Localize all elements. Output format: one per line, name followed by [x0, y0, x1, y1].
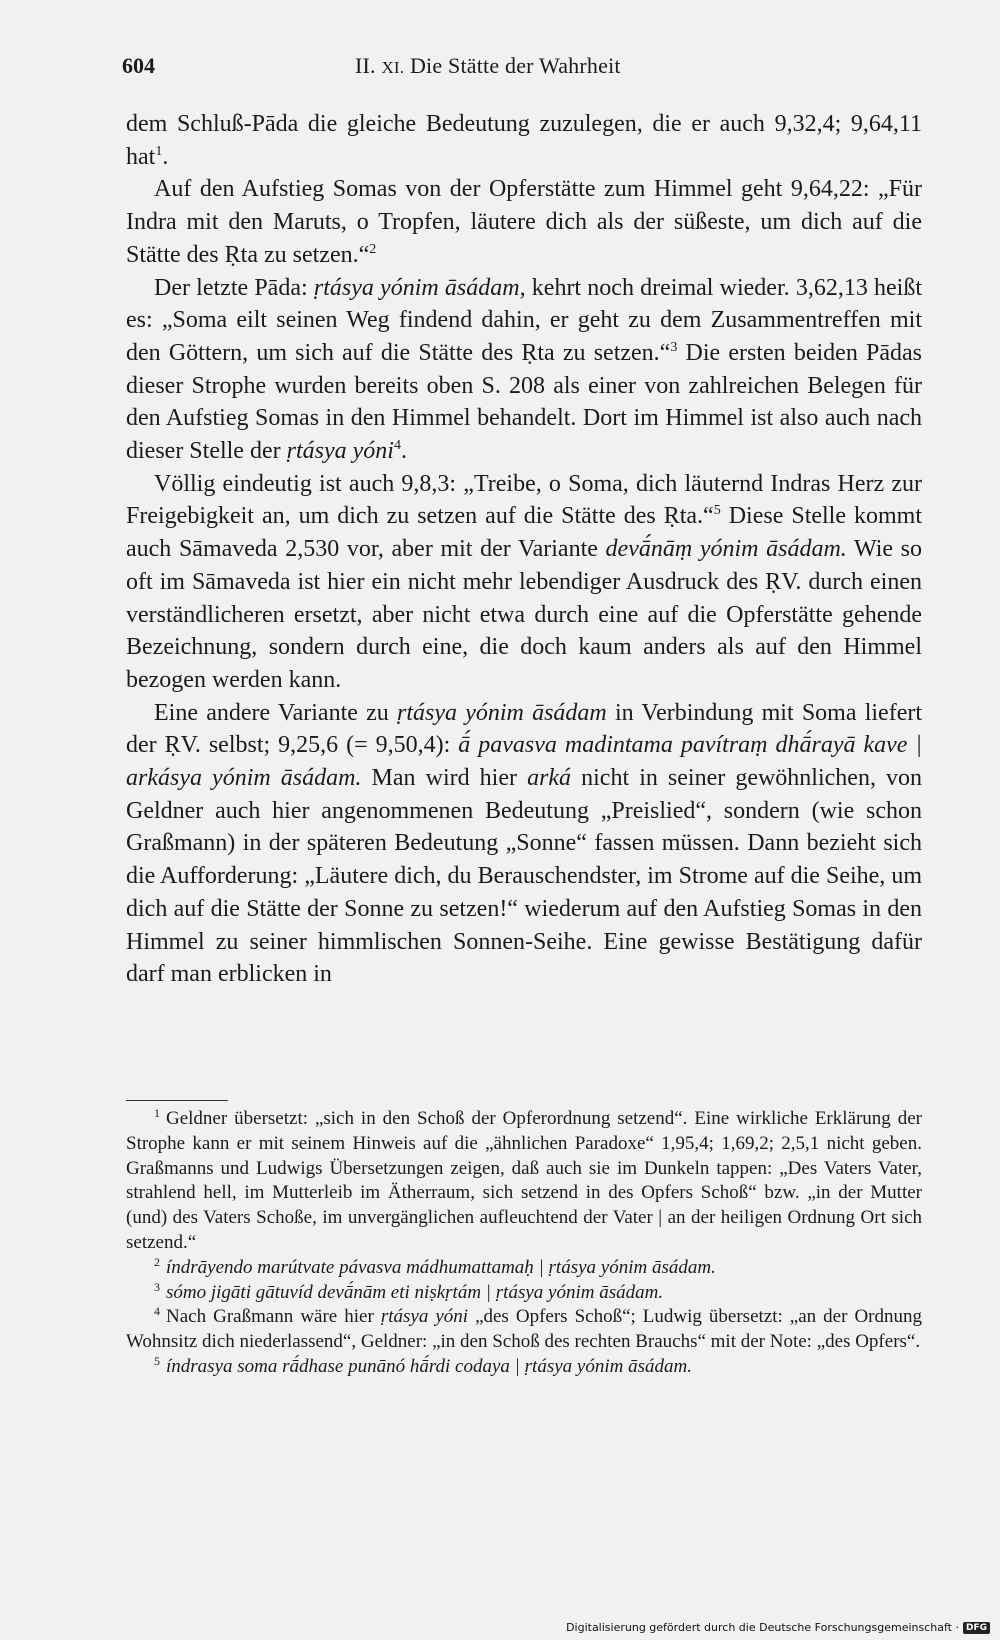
footnote-divider [126, 1100, 228, 1101]
sanskrit-word: arká [527, 765, 572, 792]
paragraph-text: dem Schluß-Pāda die gleiche Bedeutung zuzulegen, die er auch 9,32,4; 9,64,11 hat [126, 111, 922, 170]
running-head-title: Die Stätte der Wahrheit [404, 53, 621, 78]
main-text [126, 108, 922, 991]
paragraph-2 [126, 173, 922, 271]
running-head [355, 53, 621, 79]
dfg-logo: DFG [963, 1622, 990, 1634]
footnote-text: sómo jigāti gātuvíd devā́nām eti niṣkṛtám | ṛtásya yónim āsádam. [166, 1281, 664, 1303]
paragraph-text: in Verbindung mit Soma liefert der ṚV. selbst; 9,25,6 (= 9,50,4): [126, 699, 923, 759]
footnote-text: índrasya soma rā́dhase punānó hā́rdi codaya | ṛtásya yónim āsádam. [166, 1355, 692, 1377]
sanskrit-quote: ṛtásya yónim āsádam [396, 699, 607, 726]
footnote-ref: 1 [155, 143, 163, 159]
running-head-chapter: XI. [381, 58, 405, 77]
running-head-part: II. [355, 53, 382, 78]
footnote-ref: 3 [670, 339, 678, 355]
paragraph-text: Der letzte Pāda: [154, 274, 314, 301]
footnote-number: 3 [154, 1279, 160, 1294]
footnotes [126, 1107, 922, 1380]
paragraph-text: Diese Stelle kommt auch Sāmaveda 2,530 vor, aber mit der Variante [126, 503, 922, 563]
footnote-1 [126, 1107, 922, 1256]
paragraph-text: Völlig eindeutig ist auch 9,8,3: „Treibe, o Soma, dich läuternd Indras Herz zur Freigebigkeit an, um dich zu setzen auf die Stätte des Ṛta.“ [126, 470, 922, 530]
footnote-text: Nach Graßmann wäre hier [166, 1306, 381, 1328]
paragraph-3 [126, 272, 922, 468]
footnote-text: Geldner übersetzt: „sich in den Schoß der Opferordnung setzend“. Eine wirkliche Erklärung der Strophe kann er mit seinem Hinweis auf die „ähnlichen Paradoxe“ 1,95,4; 1,69,2; 2,5,1 nicht geben. Graßmanns und Ludwigs Übersetzungen zeigen, daß auch sie im Dunkeln tappen: „Des Vaters Vater, strahlend hell, im Mutterleib im Ätherraum, sich setzend in des Opfers Schoß“ bzw. „in der Mutter (und) des Vaters Schoße, im unvergänglichen aufleuchtend der Vater | an der heiligen Ordnung Ort sich setzend.“ [126, 1108, 922, 1253]
paragraph-5 [126, 697, 922, 991]
footnote-number: 5 [154, 1353, 160, 1368]
sanskrit-quote: ā́ pavasva madintama pavítraṃ dhā́rayā kave | arkásya yónim āsádam. [126, 732, 922, 792]
paragraph-text: Wie so oft im Sāmaveda ist hier ein nicht mehr lebendiger Ausdruck des ṚV. durch einen verständlicheren ersetzt, aber nicht etwa durch eine auf die Opferstätte gehende Bezeichnung, sondern durch eine, die doch kaum anders als auf den Himmel bezogen werden kann. [126, 536, 922, 693]
footnote-2 [126, 1256, 922, 1281]
paragraph-text: nicht in seiner gewöhnlichen, von Geldner auch hier angenommenen Bedeutung „Preislied“, sondern (wie schon Graßmann) in der späteren Bedeutung „Sonne“ fassen müssen. Dann bezieht sich die Aufforderung: „Läutere dich, du Berauschendster, im Strome auf die Seihe, um dich auf die Stätte der Sonne zu setzen!“ wiederum auf den Aufstieg Somas in den Himmel zu seiner himmlischen Sonnen-Seihe. Eine gewisse Bestätigung dafür darf man erblicken in [126, 765, 923, 988]
page-header [122, 53, 922, 83]
paragraph-text: Man wird hier [361, 765, 528, 792]
digitization-banner [566, 1621, 990, 1634]
sanskrit-quote: ṛtásya yóni [380, 1306, 469, 1328]
paragraph-text: Eine andere Variante zu [154, 699, 397, 726]
banner-text: Digitalisierung gefördert durch die Deutsche Forschungsgemeinschaft · [566, 1621, 959, 1634]
footnote-ref: 5 [713, 503, 721, 519]
footnote-number: 4 [154, 1304, 160, 1319]
footnote-4 [126, 1305, 922, 1355]
paragraph-text: Die ersten beiden Pādas dieser Strophe wurden bereits oben S. 208 als einer von zahlreichen Belegen für den Aufstieg Somas in den Himmel behandelt. Dort im Himmel ist also auch nach dieser Stelle der [126, 339, 922, 465]
sanskrit-quote: ṛtásya yóni [286, 438, 394, 465]
footnote-ref: 4 [393, 438, 401, 454]
paragraph-4 [126, 468, 922, 697]
page-number: 604 [122, 53, 155, 78]
footnote-ref: 2 [369, 241, 377, 257]
footnote-text: índrāyendo marútvate pávasva mádhumattamaḥ | ṛtásya yónim āsádam. [166, 1256, 716, 1278]
footnote-number: 2 [154, 1254, 160, 1269]
footnote-text: „des Opfers Schoß“; Ludwig übersetzt: „an der Ordnung Wohnsitz dich niederlassend“, Geldner: „in den Schoß des rechten Brauchs“ mit der Note: „des Opfers“. [126, 1306, 923, 1353]
paragraph-1 [126, 108, 922, 173]
footnote-3 [126, 1281, 922, 1306]
paragraph-text: kehrt noch dreimal wieder. 3,62,13 heißt es: „Soma eilt seinen Weg findend dahin, er geht zu dem Zusammentreffen mit den Göttern, um sich auf die Stätte des Ṛta zu setzen.“ [126, 274, 923, 366]
sanskrit-quote: devā́nāṃ yónim āsádam. [605, 536, 847, 563]
paragraph-text: . [162, 143, 169, 170]
paragraph-text: Auf den Aufstieg Somas von der Opferstätte zum Himmel geht 9,64,22: „Für Indra mit den Maruts, o Tropfen, läutere dich als der süßeste, um dich auf die Stätte des Ṛta zu setzen.“ [126, 176, 922, 268]
paragraph-text: . [400, 438, 407, 465]
sanskrit-quote: ṛtásya yónim āsádam, [313, 274, 526, 301]
footnote-number: 1 [154, 1106, 160, 1120]
footnote-5 [126, 1355, 922, 1380]
